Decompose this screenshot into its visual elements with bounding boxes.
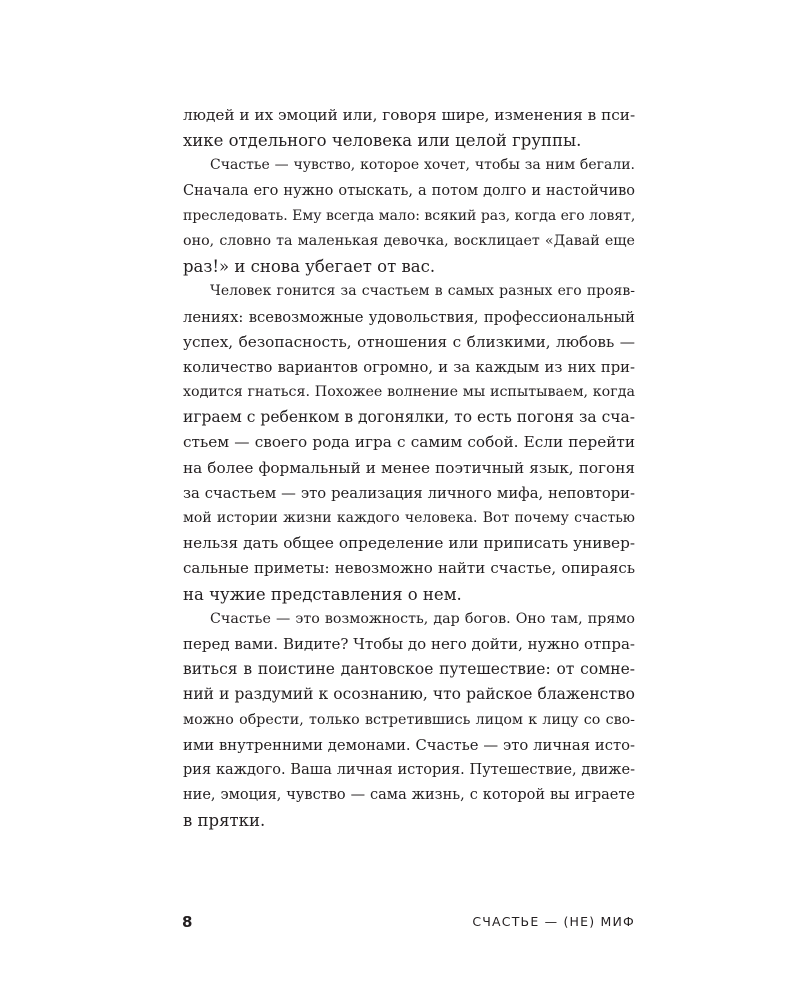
text-line: ние, эмоция, чувство — сама жизнь, с которой вы играете [183, 787, 635, 804]
text-line: хике отдельного человека или целой группы. [183, 131, 582, 151]
text-line: стьем — своего рода игра с самим собой. Если перейти [183, 433, 635, 452]
text-line: Сначала его нужно отыскать, а потом долго и настойчиво [183, 182, 635, 199]
paragraph [183, 279, 635, 606]
text-line: виться в поистине дантовское путешествие: от сомне- [183, 660, 635, 679]
text-line: рия каждого. Ваша личная история. Путешествие, движе- [183, 761, 635, 778]
text-line: на чужие представления о нем. [183, 584, 462, 604]
text-line: можно обрести, только встретившись лицом к лицу со сво- [183, 711, 635, 728]
text-line: на более формальный и менее поэтичный язык, погоня [183, 458, 635, 477]
text-line: за счастьем — это реализация личного мифа, неповтори- [183, 484, 635, 502]
text-line: ими внутренними демонами. Счастье — это личная исто- [183, 736, 635, 754]
paragraph [183, 103, 635, 153]
text-line: перед вами. Видите? Чтобы до него дойти, нужно отпра- [183, 634, 635, 653]
text-line: в прятки. [183, 811, 266, 831]
text-line: ний и раздумий к осознанию, что райское блаженство [183, 685, 635, 704]
text-line: лениях: всевозможные удовольствия, профессиональный [183, 308, 635, 326]
page-number: 8 [182, 913, 193, 931]
text-line: Счастье — это возможность, дар богов. Оно там, прямо [210, 610, 635, 627]
text-line: мой истории жизни каждого человека. Вот почему счастью [183, 510, 635, 526]
text-line: играем с ребенком в догонялки, то есть погоня за сча- [183, 408, 635, 427]
text-line: успех, безопасность, отношения с близкими, любовь — [183, 332, 635, 351]
text-line: Человек гонится за счастьем в самых разных его прояв- [210, 283, 635, 300]
text-line: нельзя дать общее определение или приписать универ- [183, 534, 635, 553]
body-text [183, 103, 635, 833]
text-line: раз!» и снова убегает от вас. [183, 257, 436, 277]
text-line: оно, словно та маленькая девочка, восклицает «Давай еще [183, 232, 635, 249]
text-line: Счастье — чувство, которое хочет, чтобы за ним бегали. [210, 157, 635, 174]
paragraph [183, 607, 635, 834]
paragraph [183, 153, 635, 279]
text-line: сальные приметы: невозможно найти счастье, опираясь [183, 559, 635, 578]
text-line: людей и их эмоций или, говоря шире, изменения в пси- [183, 106, 636, 124]
text-line: преследовать. Ему всегда мало: всякий раз, когда его ловят, [183, 207, 636, 224]
running-title: СЧАСТЬЕ — (НЕ) МИФ [472, 914, 635, 929]
text-line: ходится гнаться. Похожее волнение мы испытываем, когда [183, 384, 635, 401]
text-line: количество вариантов огромно, и за каждым из них при- [183, 358, 635, 376]
